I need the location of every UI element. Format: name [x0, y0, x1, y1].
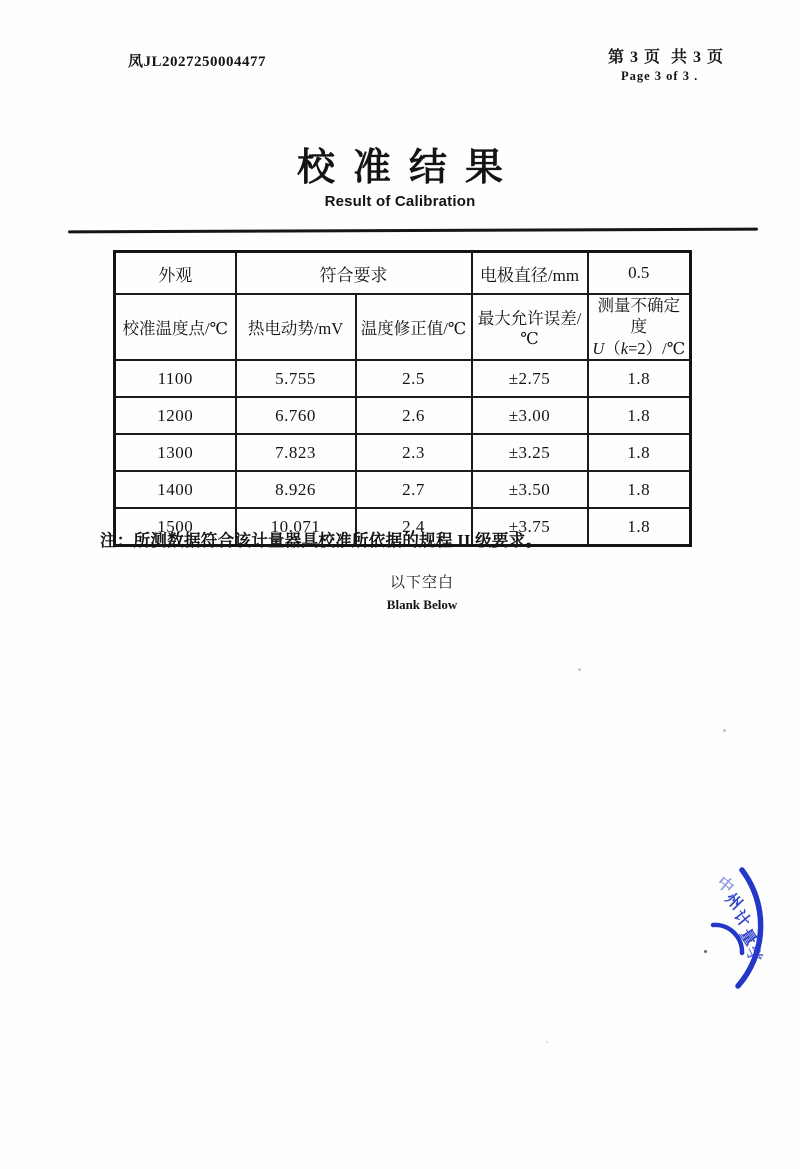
stamp-inner-arc: [713, 925, 742, 953]
cell-emf: 6.760: [236, 397, 356, 434]
official-seal-stamp: [680, 845, 800, 1005]
appearance-label: 外观: [115, 252, 236, 295]
uncertainty-k: k: [620, 338, 629, 358]
appearance-value: 符合要求: [236, 252, 472, 295]
cell-temp: 1500: [115, 508, 236, 546]
page-number-en: Page 3 of 3 .: [621, 69, 699, 83]
electrode-diameter-label: 电极直径/mm: [472, 252, 588, 295]
table-row: [115, 397, 691, 434]
cell-correction: 2.4: [356, 508, 472, 546]
cell-emf: 10.071: [236, 508, 356, 546]
cell-correction: 2.7: [356, 471, 472, 508]
col-header-emf: 热电动势/mV: [236, 294, 356, 360]
calibration-results-table: [113, 250, 692, 547]
col-header-temperature: 校准温度点/℃: [115, 294, 236, 360]
electrode-diameter-value: 0.5: [588, 252, 691, 295]
cell-temp: 1100: [115, 360, 236, 397]
cell-uncertainty: 1.8: [588, 508, 691, 546]
stamp-char: 中: [713, 873, 737, 898]
divider-line: [68, 228, 758, 234]
scan-speck: [578, 668, 581, 671]
col-header-uncertainty: [588, 294, 691, 360]
cell-emf: 7.823: [236, 434, 356, 471]
stamp-char: 量: [736, 926, 760, 949]
blank-below-block: [342, 571, 502, 613]
cell-uncertainty: 1.8: [588, 471, 691, 508]
cell-uncertainty: 1.8: [588, 397, 691, 434]
table-row: [115, 434, 691, 471]
cell-correction: 2.3: [356, 434, 472, 471]
page-number-cn: 第 3 页 共 3 页: [608, 49, 725, 66]
page-indicator: [608, 44, 758, 84]
cell-max-error: ±3.50: [472, 471, 588, 508]
blank-below-cn: 以下空白: [389, 575, 454, 591]
table-header-row: [115, 294, 691, 360]
cell-emf: 8.926: [236, 471, 356, 508]
uncertainty-paren: （: [604, 338, 621, 358]
scan-speck: [723, 729, 726, 732]
note-text: 注：所测数据符合该计量器具校准所依据的规程 II 级要求。: [100, 531, 543, 550]
certificate-number: 凤JL2027250004477: [128, 54, 267, 70]
cell-max-error: ±3.25: [472, 434, 588, 471]
cell-max-error: ±3.00: [472, 397, 588, 434]
stamp-char: 计: [729, 907, 754, 931]
scan-speck: [546, 1041, 548, 1043]
table-row: [115, 252, 691, 295]
table-row: [115, 471, 691, 508]
stamp-char: 州: [721, 890, 745, 914]
cell-correction: 2.5: [356, 360, 472, 397]
stamp-char: 学: [741, 943, 765, 966]
cell-temp: 1200: [115, 397, 236, 434]
uncertainty-u: U: [592, 338, 605, 358]
scan-speck: [704, 950, 707, 953]
cell-max-error: ±2.75: [472, 360, 588, 397]
cell-emf: 5.755: [236, 360, 356, 397]
cell-temp: 1400: [115, 471, 236, 508]
cell-max-error: ±3.75: [472, 508, 588, 546]
col-header-max-error: 最大允许误差/℃: [472, 294, 588, 360]
page-subtitle: Result of Calibration: [324, 193, 476, 210]
cell-temp: 1300: [115, 434, 236, 471]
col-header-correction: 温度修正值/℃: [356, 294, 472, 360]
cell-uncertainty: 1.8: [588, 360, 691, 397]
table-row: [115, 360, 691, 397]
cell-correction: 2.6: [356, 397, 472, 434]
cell-uncertainty: 1.8: [588, 434, 691, 471]
blank-below-en: Blank Below: [386, 597, 458, 612]
uncertainty-line1: 测量不确定度: [597, 296, 680, 337]
uncertainty-rest: =2）/℃: [628, 338, 686, 358]
page-title: 校准结果: [296, 147, 521, 189]
